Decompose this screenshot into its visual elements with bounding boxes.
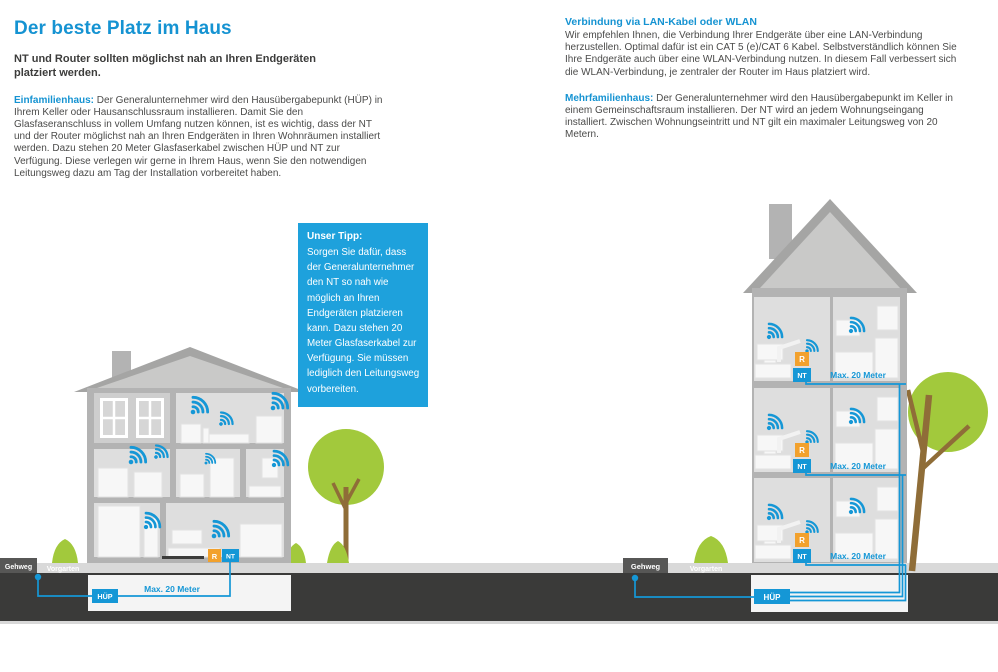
mehrfamilienhaus-paragraph	[565, 93, 965, 142]
gehweg-label: Gehweg	[630, 561, 661, 571]
bush	[694, 536, 728, 563]
apartment-floor-middle	[754, 388, 906, 475]
gehweg-label: Gehweg	[4, 563, 33, 571]
subtitle: NT und Router sollten möglichst nah an Ihren Endgeräten platziert werden.	[14, 53, 316, 80]
apartment-floor-top	[754, 297, 906, 384]
einfamilienhaus-paragraph	[14, 95, 386, 180]
huep-label: HÜP	[763, 593, 781, 602]
window	[100, 398, 128, 438]
mehrfamilienhaus-text: Der Generalunternehmer wird den Hausübergabepunkt im Keller in einem Gemeinschaftsraum installieren. Der NT wird an jedem Wohnungseingang installiert. Zwischen Wohnungseintritt und NT gilt ein maximaler Leitungsweg von 20 Metern.	[565, 92, 953, 141]
huep-label: HÜP	[97, 592, 113, 601]
lan-wlan-heading: Verbindung via LAN-Kabel oder WLAN	[565, 16, 757, 28]
tip-body: Sorgen Sie dafür, dass der Generalunternehmer den NT so nah wie möglich an Ihren Endgeräten platzieren kann. Dazu stehen 20 Meter Glasfaserkabel zur Verfügung. Sie müssen lediglich den Leitungsweg vorbereiten.	[307, 247, 420, 395]
bottom-border	[0, 621, 998, 624]
max-20-meter-label: Max. 20 Meter	[144, 584, 200, 594]
page-title: Der beste Platz im Haus	[14, 18, 232, 39]
vorgarten-label: Vorgarten	[689, 565, 723, 573]
einfamilienhaus-text: Der Generalunternehmer wird den Hausübergabepunkt (HÜP) in Ihrem Keller oder Hausanschlussraum installieren. Damit Sie den Glasfaseranschluss in vollem Umfang nutzen können, ist es wichtig, dass der NT und der Router möglichst nah an Ihren Endgeräten in Ihren Wohnräumen installiert werden. Dazu stehen 20 Meter Glasfaserkabel zwischen HÜP und NT zur Verfügung. Diese verlegen wir gerne in Ihrem Haus, wenn Sie den notwendigen Leitungsweg dazu am Tag der Installation vorbereitet haben.	[14, 94, 383, 179]
apartment-floor-ground	[754, 478, 906, 565]
router-label: R	[211, 551, 218, 561]
multi-family-house	[743, 199, 917, 565]
single-family-house	[74, 347, 306, 563]
mehrfamilienhaus-lead: Mehrfamilienhaus:	[565, 92, 654, 104]
tip-title: Unser Tipp:	[307, 231, 363, 242]
tip-box	[298, 223, 428, 407]
left-column	[14, 18, 386, 180]
window	[136, 398, 164, 438]
nt-label: NT	[225, 553, 236, 561]
right-column	[565, 16, 965, 156]
einfamilienhaus-lead: Einfamilienhaus:	[14, 94, 95, 106]
lan-wlan-paragraph: Wir empfehlen Ihnen, die Verbindung Ihrer Endgeräte über eine LAN-Verbindung herzustellen. Optimal dafür ist ein CAT 5 (e)/CAT 6 Kabel. Selbstverständlich können Sie Ihre Endgeräte auch über eine WLAN-Verbindung nutzen. In diesem Fall verbessert sich die WLAN-Verbindung, je zentraler der Router im Haus platziert wird.	[565, 30, 957, 78]
bush	[52, 539, 78, 563]
vorgarten-label: Vorgarten	[46, 565, 80, 573]
